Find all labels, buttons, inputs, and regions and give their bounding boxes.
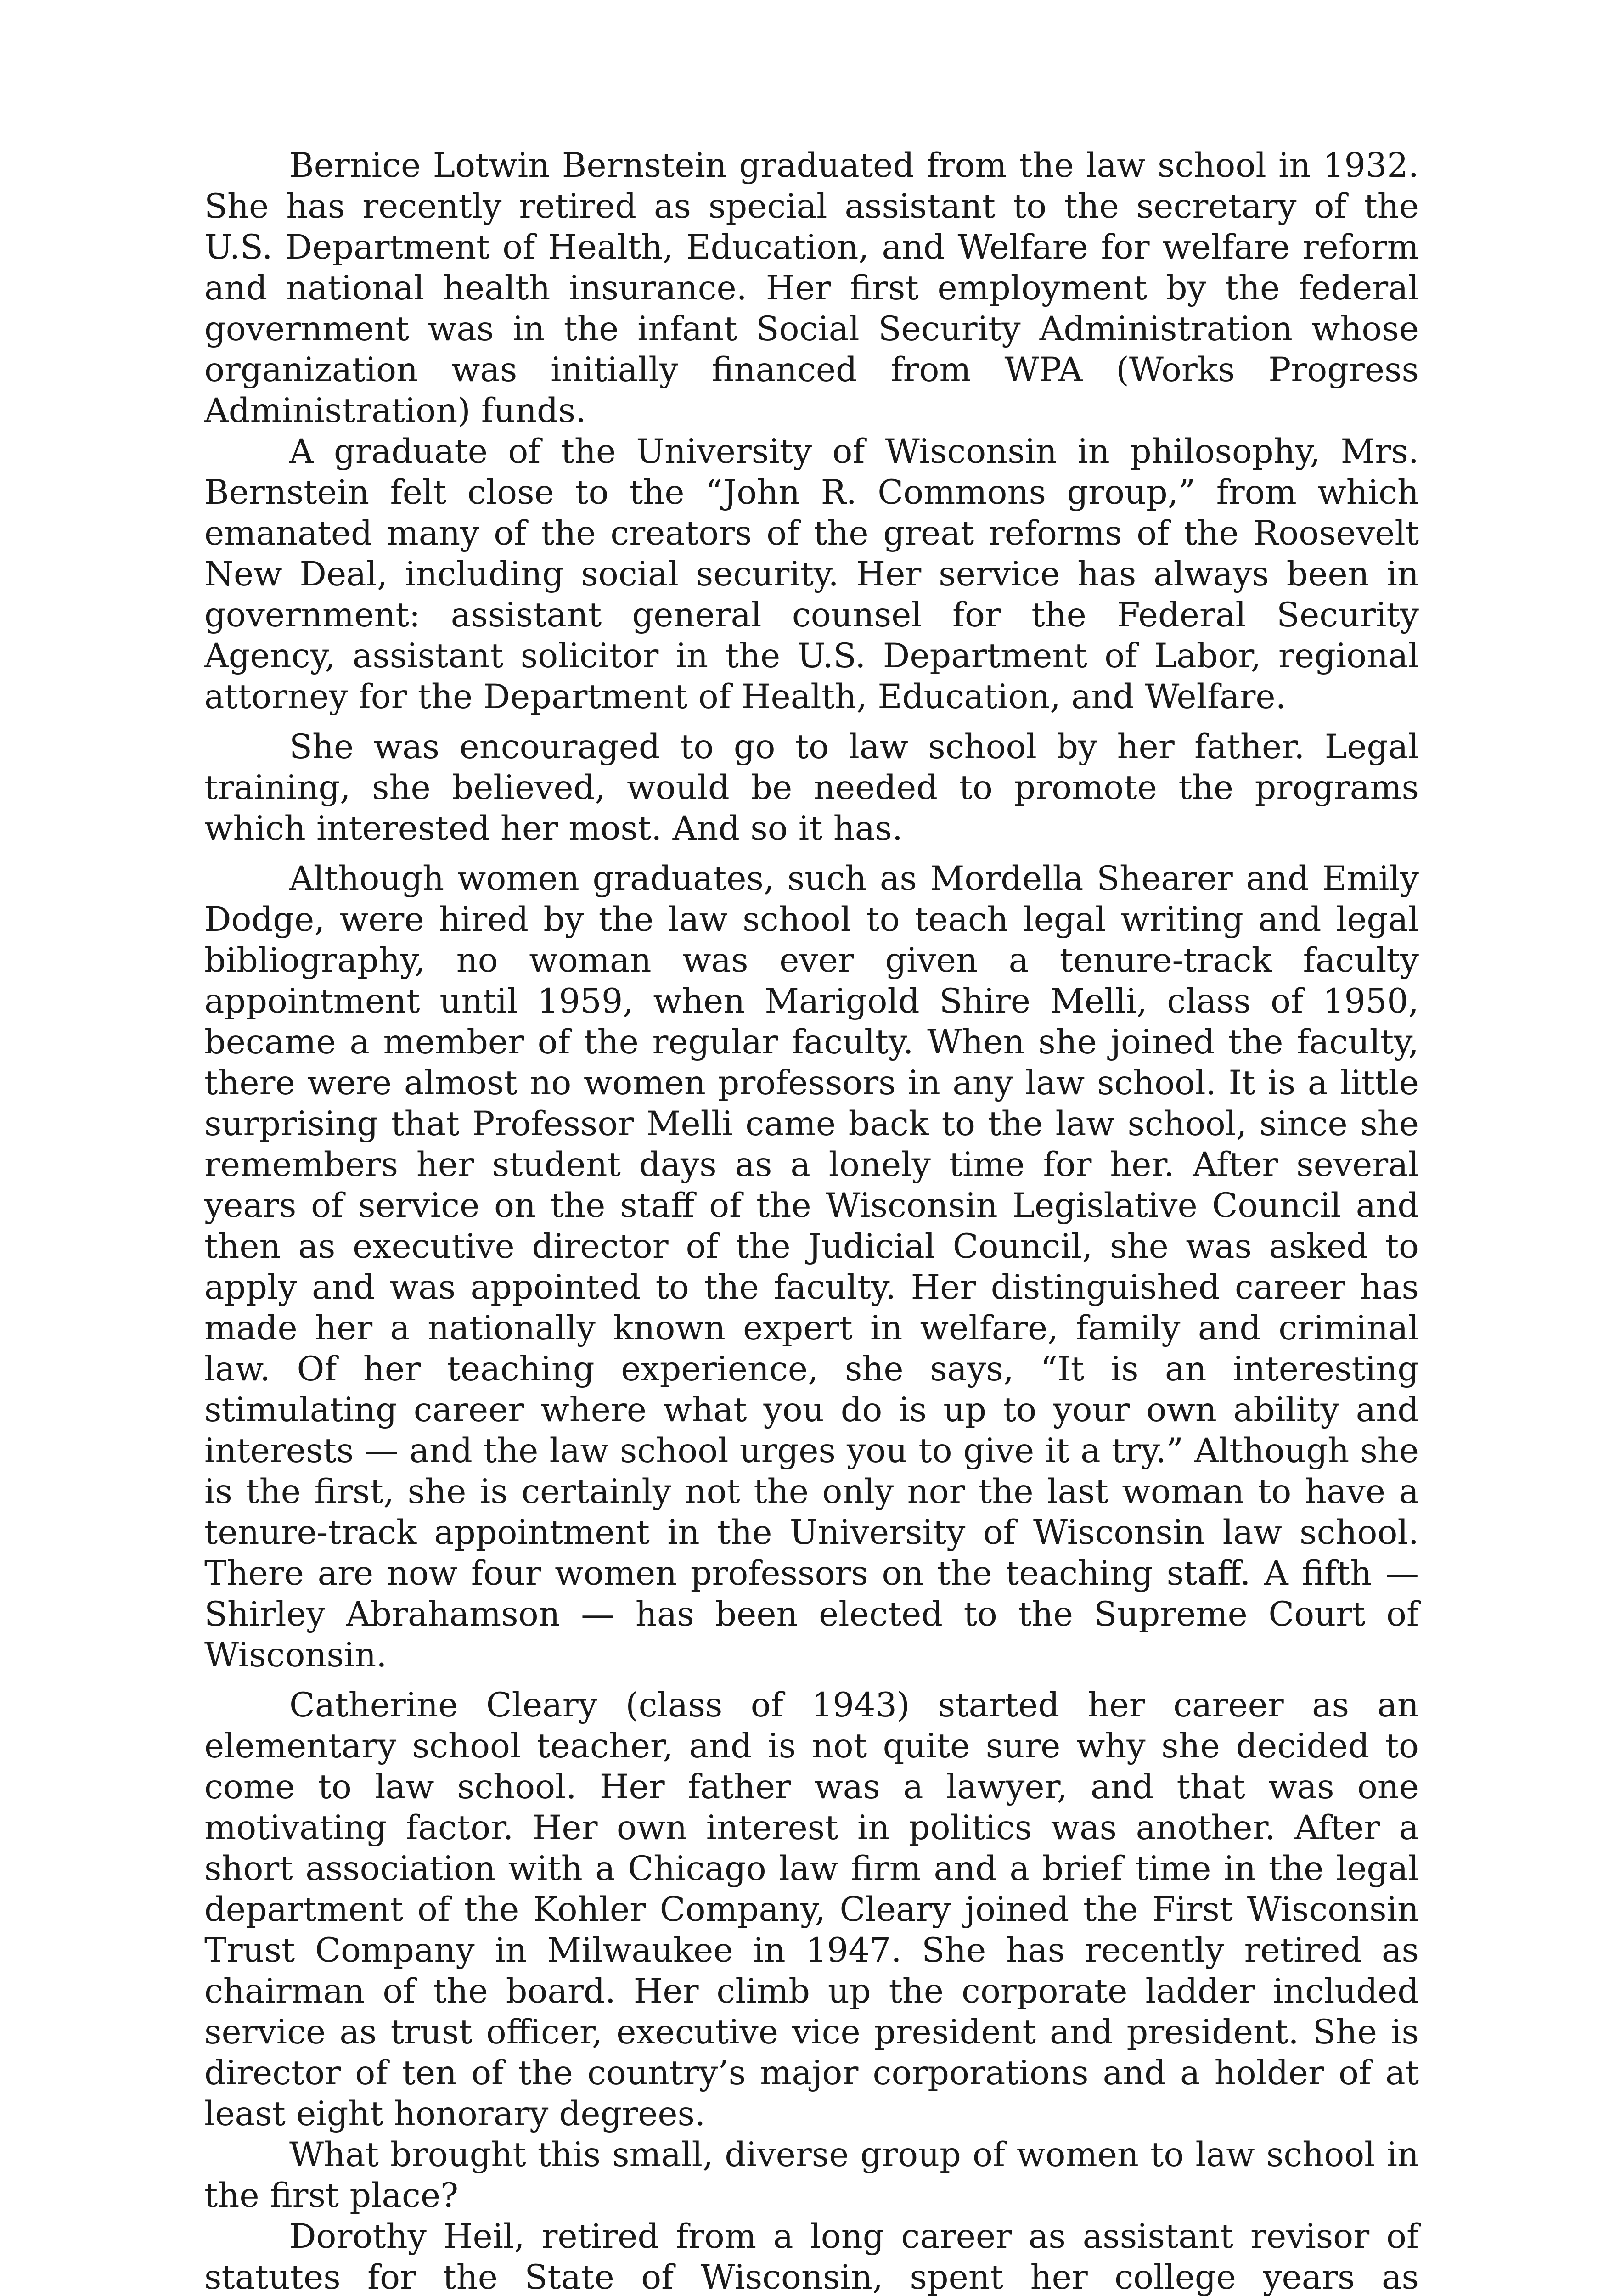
body-text <box>204 145 1419 2296</box>
paragraph-bernstein-career: A graduate of the University of Wisconsin in philosophy, Mrs. Bernstein felt close to the “John R. Commons group,” from which emanated many of the creators of the great reforms of the Roosevelt New Deal, including social security. Her service has always been in government: assistant general counsel for the Federal Security Agency, assistant solicitor in the U.S. Department of Labor, regional attorney for the Department of Health, Education, and Welfare. <box>204 432 1419 716</box>
paragraph-cleary: Catherine Cleary (class of 1943) started her career as an elementary school teacher, and is not quite sure why she decided to come to law school. Her father was a lawyer, and that was one motivating factor. Her own interest in politics was another. After a short association with a Chicago law firm and a brief time in the legal department of the Kohler Company, Cleary joined the First Wisconsin Trust Company in Milwaukee in 1947. She has recently retired as chairman of the board. Her climb up the corporate ladder included service as trust officer, executive vice president and president. She is director of ten of the country’s major corporations and a holder of at least eight honorary degrees. <box>204 1686 1419 2133</box>
paragraph-melli: Although women graduates, such as Mordella Shearer and Emily Dodge, were hired by the law school to teach legal writing and legal bibliography, no woman was ever given a tenure-track faculty appointment until 1959, when Marigold Shire Melli, class of 1950, became a member of the regular faculty. When she joined the faculty, there were almost no women professors in any law school. It is a little surprising that Professor Melli came back to the law school, since she remembers her student days as a lonely time for her. After several years of service on the staff of the Wisconsin Legislative Council and then as executive director of the Judicial Council, she was asked to apply and was appointed to the faculty. Her distinguished career has made her a nationally known expert in welfare, family and criminal law. Of her teaching experience, she says, “It is an interesting stimulating career where what you do is up to your own ability and interests — and the law school urges you to give it a try.” Although she is the first, she is certainly not the only nor the last woman to have a tenure-track appointment in the University of Wisconsin law school. There are now four women professors on the teaching staff. A fifth — Shirley Abrahamson — has been elected to the Supreme Court of Wisconsin. <box>204 859 1419 1675</box>
paragraph-bernstein-father: She was encouraged to go to law school by her father. Legal training, she believed, would be needed to promote the programs which interested her most. And so it has. <box>204 727 1419 848</box>
paragraph-bernstein-intro: Bernice Lotwin Bernstein graduated from the law school in 1932. She has recently retired as special assistant to the secretary of the U.S. Department of Health, Education, and Welfare for welfare reform and national health insurance. Her first employment by the federal government was in the infant Social Security Administration whose organization was initially financed from WPA (Works Progress Administration) funds. <box>204 146 1419 430</box>
paragraph-question: What brought this small, diverse group of women to law school in the first place? <box>204 2135 1419 2215</box>
paragraph-heil: Dorothy Heil, retired from a long career as assistant revisor of statutes for the State of Wisconsin, spent her college years as <box>204 2217 1419 2296</box>
